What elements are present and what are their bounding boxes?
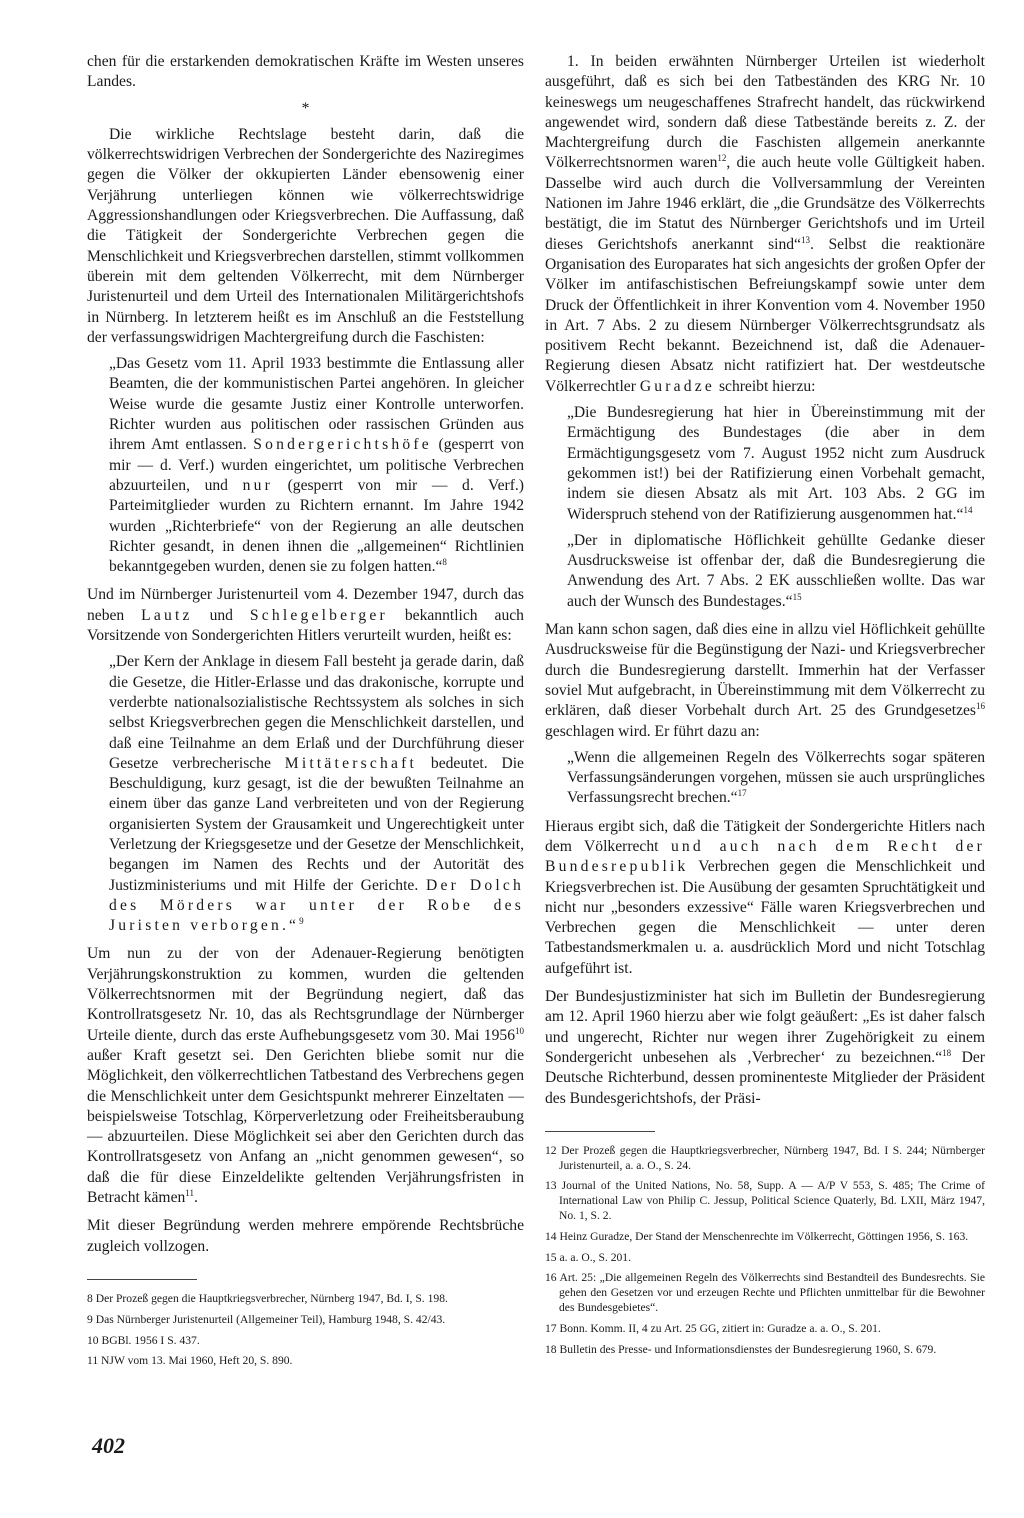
paragraph: Der Bundesjustizminister hat sich im Bulletin der Bundesregierung am 12. April 1960 hierzu aber wie folgt geäußert: „Es ist daher falsch und ungerecht, Richter nur wegen ihrer Zugehörigkeit zu einem Sondergericht unbesehen als ‚Verbrecher‘ zu bezeichnen.“$^{18}$ Der Deutsche Richterbund, dessen prominenteste Mitglieder der Präsident des Bundesgerichtshofs, der Präsi- <box>545 988 985 1107</box>
paragraph: Mit dieser Begründung werden mehrere empörende Rechtsbrüche zugleich vollzogen. <box>87 1217 524 1255</box>
left-column <box>87 52 524 1375</box>
block-quote <box>567 403 985 612</box>
footnote-ref: 18 <box>942 1047 952 1058</box>
quote-paragraph: „Das Gesetz vom 11. April 1933 bestimmte die Entlassung aller Beamten, die der kommunistischen Partei angehören. In gleicher Weise wurde die gesamte Justiz einer Kontrolle unterworfen. Richter wurden aus politischen oder rassischen Gründen aus ihrem Amt entlassen. Sondergerichtshöfe (gesperrt von mir — d. Verf.) wurden eingerichtet, um politische Verbrechen abzuurteilen, und nur (gesperrt von mir — d. Verf.) Parteimitglieder wurden zu Richtern ernannt. Im Jahre 1942 wurden „Richterbriefe“ von der Regierung an alle deutschen Richter gesandt, in denen ihnen die „allgemeinen“ Richtlinien bekanntgegeben wurden, denen sie zu folgen hatten.“$^8$ <box>109 355 524 576</box>
footnote-ref: 8 <box>442 556 447 567</box>
footnote: 13 Journal of the United Nations, No. 58, Supp. A — A/P V 553, S. 485; The Crime of International Law von Philip C. Jessup, Political Science Quaterly, Bd. LXII, März 1947, No. 1, S. 2. <box>545 1179 985 1223</box>
paragraph: 1. In beiden erwähnten Nürnberger Urteilen ist wiederholt ausgeführt, daß es sich bei den Tatbeständen des KRG Nr. 10 keineswegs um neugeschaffenes Strafrecht handelt, das rückwirkend angewendet wird, sondern daß diese Tatbestände bereits z. Z. der Machtergreifung durch die Faschisten allgemein anerkannte Völkerrechtsnormen waren$^{12}$, die auch heute volle Gültigkeit haben. Dasselbe wird auch durch die Vollversammlung der Vereinten Nationen im Jahre 1946 erklärt, die „die Grundsätze des Völkerrechts bestätigt, die im Statut des Nürnberger Gerichtshofs und im Urteil dieses Gerichtshofs anerkannt sind“$^{13}$. Selbst die reaktionäre Organisation des Europarates hat sich angesichts der großen Opfer der Völker im antifaschistischen Befreiungskampf sowie unter dem Druck der Öffentlichkeit in ihrer Konvention vom 4. November 1950 in Art. 7 Abs. 2 zu diesem Nürnberger Völkerrechtsgrundsatz als positivem Recht bekannt. Bezeichnend ist, daß die Adenauer-Regierung diesen Absatz nicht ratifiziert hat. Der westdeutsche Völkerrechtler Guradze schreibt hierzu: <box>545 53 985 395</box>
spaced-emphasis: nur <box>242 476 273 494</box>
footnote-divider <box>87 1279 197 1280</box>
footnote: 12 Der Prozeß gegen die Hauptkriegsverbrecher, Nürnberg 1947, Bd. I S. 244; Nürnberger Juristenurteil, a. a. O., S. 24. <box>545 1143 985 1172</box>
quote-paragraph: „Der in diplomatische Höflichkeit gehüllte Gedanke dieser Ausdrucksweise ist offenbar der, daß die Bundesregierung die Anwendung des Art. 7 Abs. 2 EK ausschließen wollte. Das war auch der Wunsch des Bundestages.“$^{15}$ <box>567 531 985 610</box>
right-column <box>545 52 985 1363</box>
footnote: 15 a. a. O., S. 201. <box>545 1250 631 1264</box>
spaced-emphasis: Sondergerichtshöfe <box>253 436 432 454</box>
footnote-ref: 11 <box>185 1187 194 1198</box>
footnote-ref: 15 <box>792 591 802 602</box>
footnote-ref: 12 <box>717 153 727 164</box>
footnote-ref: 13 <box>800 234 810 245</box>
paragraph: Und im Nürnberger Juristenurteil vom 4. Dezember 1947, durch das neben Lautz und Schlegelberger bekanntlich auch Vorsitzende von Sondergerichten Hitlers verurteilt wurden, heißt es: <box>87 586 524 645</box>
footnote-ref: 9 <box>299 915 304 926</box>
footnote-ref: 16 <box>976 701 985 712</box>
section-separator: * <box>301 99 310 117</box>
paragraph: chen für die erstarkenden demokratischen Kräfte im Westen unseres Landes. <box>87 53 524 91</box>
footnote-divider <box>545 1131 655 1132</box>
footnote-ref: 10 <box>515 1025 524 1036</box>
spaced-emphasis: Lautz <box>141 606 193 624</box>
footnote: 11 NJW vom 13. Mai 1960, Heft 20, S. 890. <box>87 1354 293 1368</box>
quote-paragraph: „Die Bundesregierung hat hier in Übereinstimmung mit der Ermächtigung des Bundestages (die aber in dem Ermächtigungsgesetz vom 7. August 1952 nicht zum Ausdruck gekommen ist!) bei der Ratifizierung einen Vorbehalt gemacht, indem sie diesen Absatz als mit Art. 103 Abs. 2 GG im Widerspruch stehend von der Ratifizierung ausgenommen hat.“$^{14}$ <box>567 404 985 523</box>
spaced-emphasis: Mittäterschaft <box>284 754 418 772</box>
footnote: 16 Art. 25: „Die allgemeinen Regeln des Völkerrechts sind Bestandteil des Bundesrechts. Sie gehen den Gesetzen vor und erzeugen Rechte und Pflichten unmittelbar für die Bewohner des Bundesgebietes“. <box>545 1271 985 1315</box>
paragraph: Man kann schon sagen, daß dies eine in allzu viel Höflichkeit gehüllte Ausdrucksweise für die Begünstigung der Nazi- und Kriegsverbrecher durch die Bundesregierung darstellt. Immerhin hat der Verfasser soviel Mut aufgebracht, in Übereinstimmung mit dem Völkerrecht zu erklären, daß dieser Vorbehalt durch Art. 25 des Grundgesetzes$^{16}$ geschlagen wird. Er führt dazu an: <box>545 621 985 740</box>
footnote-ref: 17 <box>737 788 747 799</box>
paragraph: Die wirkliche Rechtslage besteht darin, daß die völkerrechtswidrigen Verbrechen der Sondergerichte des Naziregimes gegen die Völker der okkupierten Länder ebensowenig einer Verjährung unterliegen können wie völkerrechtswidrige Aggressionshandlungen oder Kriegsverbrechen. Die Auffassung, daß die Tätigkeit der Sondergerichte Verbrechen gegen die Menschlichkeit und Kriegsverbrechen darstellen, stimmt vollkommen überein mit dem geltenden Völkerrecht, mit dem Nürnberger Juristenurteil und dem Urteil des Internationalen Militärgerichtshofs in Nürnberg. In letzterem heißt es im Anschluß an die Feststellung der verfassungswidrigen Machtergreifung durch die Faschisten: <box>87 125 524 346</box>
paragraph: Um nun zu der von der Adenauer-Regierung benötigten Verjährungskonstruktion zu kommen, wurden die geltenden Völkerrechtsnormen mit der Begründung negiert, daß das Kontrollratsgesetz Nr. 10, das als Rechtsgrundlage der Nürnberger Urteile diente, durch das erste Aufhebungsgesetz vom 30. Mai 1956$^{10}$ außer Kraft gesetzt sei. Den Gerichten bliebe somit nur die Möglichkeit, den völkerrechtlichen Tatbestand des Verbrechens gegen die Menschlichkeit unter dem Gesichtspunkt mehrerer Einzeltaten — beispielsweise Totschlag, Körperverletzung oder Freiheitsberaubung — abzuurteilen. Diese Möglichkeit sei aber den Gerichten durch das Kontrollratsgesetz von Anfang an „nicht genommen gewesen“, so daß die für diese Einzeldelikte geltenden Verjährungsfristen in Betracht kämen$^{11}$. <box>87 945 524 1207</box>
spaced-emphasis: Guradze <box>639 377 716 395</box>
paragraph: Hieraus ergibt sich, daß die Tätigkeit der Sondergerichte Hitlers nach dem Völkerrecht und auch nach dem Recht der Bundesrepublik Verbrechen gegen die Menschlichkeit und Kriegsverbrechen ist. Die Ausübung der gesamten Spruchtätigkeit und nicht nur „besonders exzessive“ Fälle waren Kriegsverbrechen und Verbrechen gegen die Menschlichkeit — unter deren Tatbestandsmerkmalen u. a. ausdrücklich Mord und nicht Totschlag aufgeführt ist. <box>545 817 985 977</box>
quote-paragraph: „Wenn die allgemeinen Regeln des Völkerrechts sogar späteren Verfassungsänderungen vorgehen, müssen sie auch ursprüngliches Verfassungsrecht brechen.“$^{17}$ <box>567 748 985 807</box>
footnote: 14 Heinz Guradze, Der Stand der Menschenrechte im Völkerrecht, Göttingen 1956, S. 163. <box>545 1229 969 1243</box>
spaced-emphasis: Schlegelberger <box>249 606 388 624</box>
block-quote <box>109 652 524 936</box>
spaced-emphasis: und auch nach dem Recht der Bundesrepublik <box>545 837 985 876</box>
footnote-ref: 14 <box>963 504 973 515</box>
block-quote <box>109 354 524 577</box>
footnote: 17 Bonn. Komm. II, 4 zu Art. 25 GG, zitiert in: Guradze a. a. O., S. 201. <box>545 1321 881 1335</box>
spaced-emphasis: Der Dolch des Mörders war unter der Robe des Juristen verborgen.“ <box>109 876 524 935</box>
footnote: 8 Der Prozeß gegen die Hauptkriegsverbrecher, Nürnberg 1947, Bd. I, S. 198. <box>87 1291 448 1305</box>
block-quote <box>567 748 985 809</box>
footnote: 10 BGBl. 1956 I S. 437. <box>87 1333 200 1347</box>
footnote: 9 Das Nürnberger Juristenurteil (Allgemeiner Teil), Hamburg 1948, S. 42/43. <box>87 1312 446 1326</box>
footnote: 18 Bulletin des Presse- und Informationsdienstes der Bundesregierung 1960, S. 679. <box>545 1342 937 1356</box>
page-number: 402 <box>92 1433 125 1458</box>
quote-paragraph: „Der Kern der Anklage in diesem Fall besteht ja gerade darin, daß die Gesetze, die Hitler-Erlasse und das drakonische, korrupte und verderbte nationalsozialistische Rechtssystem als solches in sich selbst Kriegsverbrechen gegen die Menschlichkeit darstellen, und daß eine Teilnahme an dem Erlaß und der Durchführung dieser Gesetze verbrecherische Mittäterschaft bedeutet. Die Beschuldigung, kurz gesagt, ist die der bewußten Teilnahme an einem über das ganze Land verbreiteten und von der Regierung organisierten System der Grausamkeit und Ungerechtigkeit unter Verletzung der Kriegsgesetze und der Gesetze der Menschlichkeit, begangen im Namen des Rechts und der Autorität des Justizministeriums und mit Hilfe der Gerichte. Der Dolch des Mörders war unter der Robe des Juristen verborgen.“$^9$ <box>109 653 524 935</box>
